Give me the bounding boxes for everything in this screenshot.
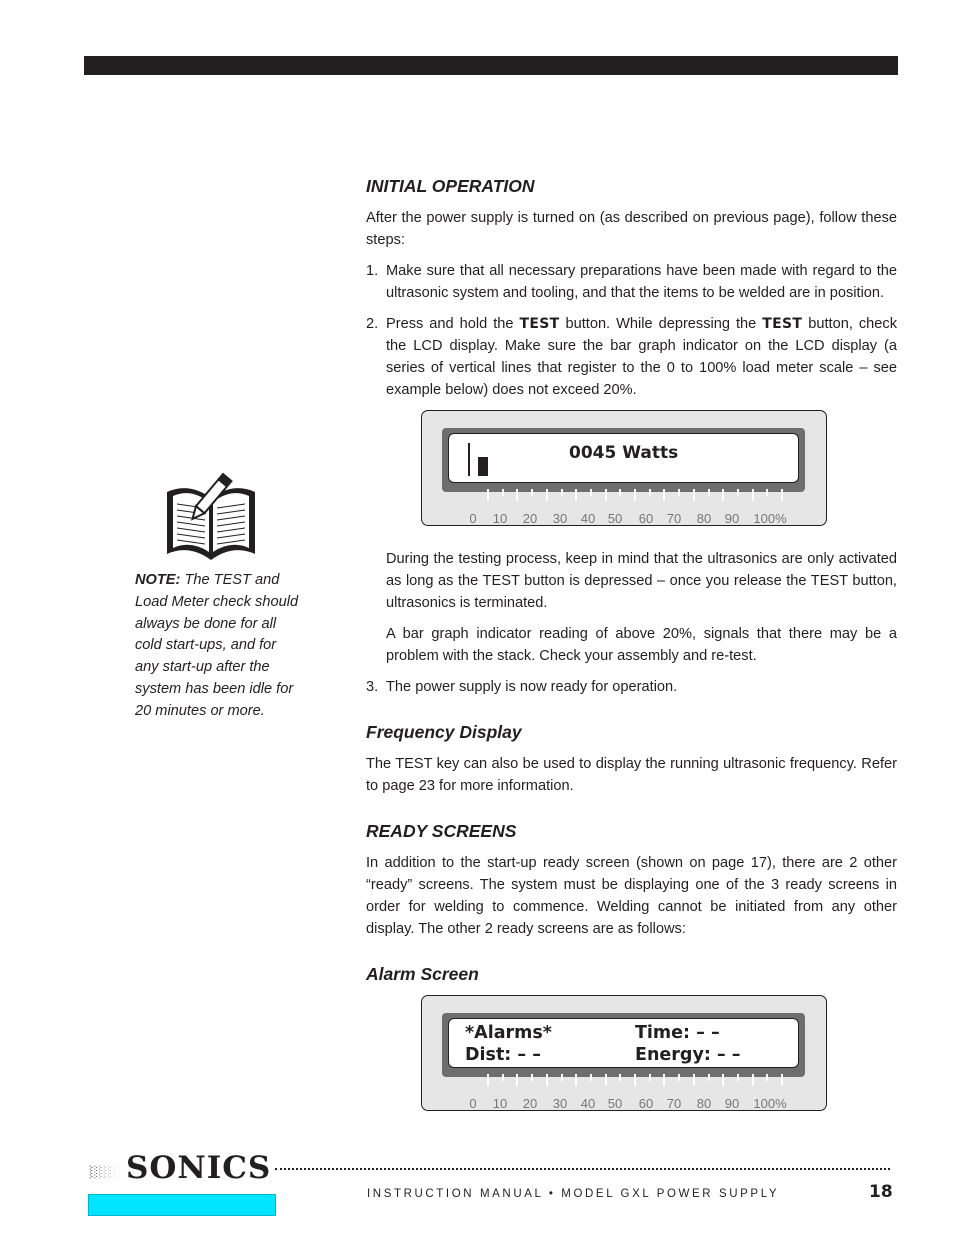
- tick-mark: [693, 1074, 695, 1086]
- tick-mark: [590, 1074, 592, 1081]
- bar-graph-paragraph: A bar graph indicator reading of above 20%, signals that there may be a problem with the stack. Check your assembly and re-test.: [386, 626, 897, 664]
- logo-dot: [96, 1170, 97, 1171]
- scale-label: 50: [607, 1096, 623, 1111]
- tick-mark: [649, 1074, 651, 1081]
- during-testing-paragraph: During the testing process, keep in mind that the ultrasonics are only activated as long as the TEST button is depressed – once you release the TEST button, ultrasonics is terminated.: [386, 551, 897, 611]
- scale-label: 20: [522, 1096, 538, 1111]
- tick-mark: [531, 1074, 533, 1081]
- test-key-label: TEST: [519, 316, 560, 332]
- logo-dot: [101, 1176, 102, 1177]
- logo-dot: [99, 1175, 100, 1176]
- logo-dot: [94, 1169, 95, 1170]
- logo-dot: [110, 1170, 111, 1171]
- tick-mark: [737, 1074, 739, 1081]
- tick-mark: [605, 489, 607, 501]
- logo-dot: [91, 1167, 92, 1168]
- tick-mark: [575, 489, 577, 501]
- tick-mark: [487, 1074, 489, 1086]
- tick-mark: [546, 1074, 548, 1086]
- scale-label: 40: [580, 511, 596, 526]
- logo-dot: [105, 1176, 106, 1177]
- scale-label: 40: [580, 1096, 596, 1111]
- ready-screens-paragraph: In addition to the start-up ready screen (shown on page 17), there are 2 other “ready” screens. The system must be displaying one of the 3 ready screens in order for welding to commence. Welding cannot be initiated from any other display. The other 2 ready screens are as follows:: [366, 855, 897, 937]
- scale-label: 80: [696, 511, 712, 526]
- logo-dot: [90, 1174, 91, 1175]
- tick-mark: [663, 489, 665, 501]
- main-content: [366, 174, 897, 1111]
- load-meter-scale: [422, 1093, 826, 1109]
- step-number: 1.: [366, 263, 379, 279]
- scale-label: 10: [492, 1096, 508, 1111]
- frequency-paragraph: The TEST key can also be used to display the running ultrasonic frequency. Refer to page 23 for more information.: [366, 756, 897, 794]
- step-text-part: button, check the LCD display. Make sure the bar graph indicator on the LCD display (a series of vertical lines that register to the 0 to 100% load meter scale – see example below) does not exceed 20%.: [386, 316, 898, 398]
- scale-label: 90: [724, 1096, 740, 1111]
- lcd-alarm-display: [421, 995, 827, 1111]
- logo-dot: [94, 1172, 95, 1173]
- scale-label: 60: [638, 1096, 654, 1111]
- lcd-screen: [448, 1018, 799, 1068]
- logo-dot: [91, 1170, 92, 1171]
- sonics-logo-mark: [86, 1150, 126, 1194]
- logo-dot: [91, 1176, 92, 1177]
- tick-mark: [516, 489, 518, 501]
- tick-mark: [546, 489, 548, 501]
- lcd-frame: [442, 1013, 805, 1077]
- logo-dot: [104, 1169, 105, 1170]
- logo-dot: [99, 1177, 100, 1178]
- logo-dot: [99, 1172, 100, 1173]
- tick-mark: [766, 1074, 768, 1081]
- book-pencil-icon: [163, 470, 259, 566]
- scale-label: 100%: [753, 1096, 787, 1111]
- note-label: NOTE:: [135, 572, 181, 588]
- logo-dot: [105, 1173, 106, 1174]
- logo-dot: [91, 1173, 92, 1174]
- tick-mark: [663, 1074, 665, 1086]
- time-label: Time: – –: [635, 1023, 720, 1043]
- tick-mark: [619, 489, 621, 496]
- logo-dot: [105, 1170, 106, 1171]
- scale-label: 30: [552, 1096, 568, 1111]
- scale-label: 0: [469, 1096, 477, 1111]
- step-text-part: button. While depressing the: [559, 316, 763, 332]
- logo-dot: [101, 1170, 102, 1171]
- logo-dot: [90, 1169, 91, 1170]
- logo-dot: [90, 1171, 91, 1172]
- logo-dot: [94, 1177, 95, 1178]
- tick-mark: [693, 489, 695, 501]
- logo-dot: [104, 1175, 105, 1176]
- step-number: 3.: [366, 679, 379, 695]
- brand-color-bar: [88, 1194, 276, 1216]
- dist-label: Dist: – –: [465, 1045, 541, 1065]
- logo-dot: [104, 1166, 105, 1167]
- logo-dot: [104, 1172, 105, 1173]
- tick-mark: [752, 489, 754, 501]
- note-text: The TEST and Load Meter check should always be done for all cold start-ups, and for any start-up after the system has been idle for 20 minutes or more.: [135, 572, 299, 719]
- tick-mark: [781, 489, 783, 501]
- step-number: 2.: [366, 316, 379, 332]
- watts-reading: 0045 Watts: [569, 443, 679, 463]
- tick-mark: [678, 1074, 680, 1081]
- logo-dot: [108, 1178, 109, 1179]
- logo-dot: [94, 1166, 95, 1167]
- alarm-screen-title: Alarm Screen: [366, 964, 479, 984]
- scale-label: 30: [552, 511, 568, 526]
- tick-mark: [634, 489, 636, 501]
- step-2: [366, 313, 897, 401]
- logo-dot: [96, 1173, 97, 1174]
- step-text-part: Press and hold the: [386, 316, 520, 332]
- logo-dot: [99, 1169, 100, 1170]
- tick-mark: [516, 1074, 518, 1086]
- ready-screens-title: READY SCREENS: [366, 821, 517, 841]
- tick-mark: [561, 489, 563, 496]
- tick-mark: [737, 489, 739, 496]
- tick-mark: [766, 489, 768, 496]
- intro-paragraph: After the power supply is turned on (as described on previous page), follow these steps:: [366, 210, 897, 248]
- scale-label: 90: [724, 511, 740, 526]
- frequency-title: Frequency Display: [366, 722, 522, 742]
- tick-mark: [634, 1074, 636, 1086]
- tick-mark: [781, 1074, 783, 1086]
- bar-graph-fill: [478, 457, 488, 476]
- tick-mark: [531, 489, 533, 496]
- scale-label: 100%: [753, 511, 787, 526]
- footer-manual-title: INSTRUCTION MANUAL • MODEL GXL POWER SUPPLY: [367, 1188, 780, 1200]
- bar-graph-indicator: [468, 443, 490, 476]
- logo-dot: [96, 1176, 97, 1177]
- scale-label: 70: [666, 511, 682, 526]
- logo-dot: [101, 1173, 102, 1174]
- logo-dot: [108, 1166, 109, 1167]
- lcd-watts-display: [421, 410, 827, 526]
- step-1: [366, 260, 897, 304]
- tick-mark: [752, 1074, 754, 1086]
- tick-mark: [575, 1074, 577, 1086]
- side-note: [135, 570, 300, 723]
- tick-mark: [487, 489, 489, 501]
- header-bar: [84, 56, 898, 75]
- scale-label: 0: [469, 511, 477, 526]
- tick-mark: [708, 1074, 710, 1081]
- tick-mark: [722, 1074, 724, 1086]
- dotted-rule: [275, 1168, 890, 1170]
- logo-dot: [96, 1167, 97, 1168]
- step-text: The power supply is now ready for operation.: [386, 679, 678, 695]
- logo-dot: [105, 1167, 106, 1168]
- scale-label: 20: [522, 511, 538, 526]
- logo-dot: [108, 1169, 109, 1170]
- tick-mark: [502, 1074, 504, 1081]
- scale-label: 50: [607, 511, 623, 526]
- logo-dot: [99, 1166, 100, 1167]
- test-key-label: TEST: [762, 316, 803, 332]
- scale-label: 10: [492, 511, 508, 526]
- logo-dot: [90, 1177, 91, 1178]
- section-title: INITIAL OPERATION: [366, 176, 535, 196]
- tick-mark: [678, 489, 680, 496]
- sonics-logo: SONICS: [126, 1150, 272, 1186]
- logo-dot: [110, 1173, 111, 1174]
- lcd-frame: [442, 428, 805, 492]
- logo-dot: [104, 1178, 105, 1179]
- logo-dot: [108, 1172, 109, 1173]
- tick-mark: [708, 489, 710, 496]
- step-3: [366, 676, 897, 698]
- tick-mark: [561, 1074, 563, 1081]
- scale-label: 70: [666, 1096, 682, 1111]
- step-text: Make sure that all necessary preparations have been made with regard to the ultrasonic system and tooling, and that the items to be welded are in position.: [386, 263, 897, 301]
- lcd-screen: [448, 433, 799, 483]
- tick-mark: [619, 1074, 621, 1081]
- logo-dot: [110, 1176, 111, 1177]
- scale-label: 60: [638, 511, 654, 526]
- logo-dot: [101, 1167, 102, 1168]
- logo-dot: [108, 1175, 109, 1176]
- tick-mark: [590, 489, 592, 496]
- tick-mark: [722, 489, 724, 501]
- page-number: 18: [869, 1182, 893, 1202]
- energy-label: Energy: – –: [635, 1045, 741, 1065]
- load-meter-scale: [422, 508, 826, 524]
- tick-mark: [502, 489, 504, 496]
- alarms-label: *Alarms*: [465, 1023, 552, 1043]
- logo-dot: [90, 1166, 91, 1167]
- logo-dot: [110, 1167, 111, 1168]
- tick-mark: [605, 1074, 607, 1086]
- tick-mark: [649, 489, 651, 496]
- logo-dot: [94, 1174, 95, 1175]
- scale-label: 80: [696, 1096, 712, 1111]
